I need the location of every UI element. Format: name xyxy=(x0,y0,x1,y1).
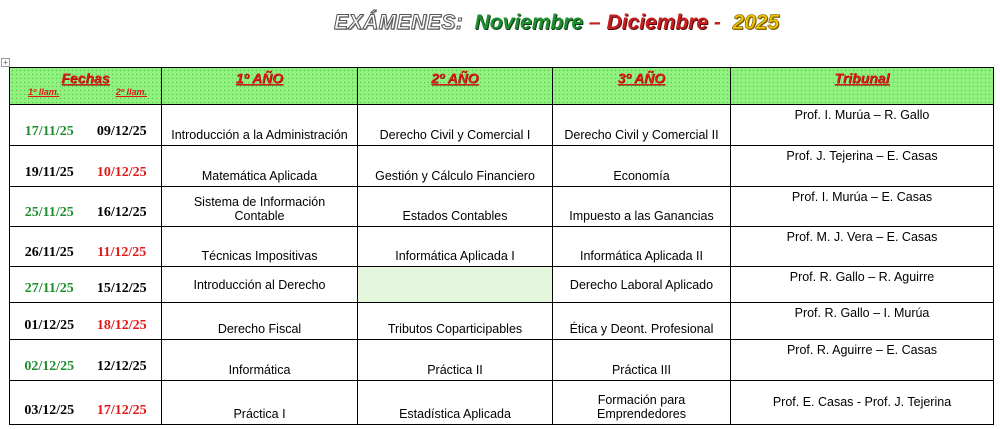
fecha-primer-llamado: 01/12/25 xyxy=(10,303,83,340)
materia-anio-2: Estados Contables xyxy=(358,186,553,226)
materia-anio-3: Formación para Emprendedores xyxy=(553,380,731,424)
title-noviembre: Noviembre xyxy=(474,11,584,34)
title-diciembre: Diciembre xyxy=(606,11,708,34)
materia-anio-3: Ética y Deont. Profesional xyxy=(553,303,731,340)
materia-anio-1: Matemática Aplicada xyxy=(162,146,358,186)
fecha-segundo-llamado: 18/12/25 xyxy=(83,303,162,340)
fecha-segundo-llamado: 09/12/25 xyxy=(83,105,162,146)
materia-anio-1: Derecho Fiscal xyxy=(162,303,358,340)
table-move-handle-icon[interactable]: + xyxy=(1,58,10,67)
materia-anio-3: Derecho Laboral Aplicado xyxy=(553,267,731,303)
tribunal-cell: Prof. R. Aguirre – E. Casas xyxy=(731,340,994,380)
table-header-row xyxy=(10,68,994,105)
table-row xyxy=(10,303,994,340)
header-anio-3: 3º AÑO xyxy=(553,68,731,105)
table-row xyxy=(10,146,994,186)
fecha-primer-llamado: 26/11/25 xyxy=(10,226,83,266)
title-colon: : xyxy=(455,11,463,34)
header-llamado-1: 1º llam. xyxy=(28,87,60,97)
page-title xyxy=(0,8,1000,40)
materia-anio-3: Derecho Civil y Comercial II xyxy=(553,105,731,146)
materia-anio-2: Estadística Aplicada xyxy=(358,380,553,424)
fecha-primer-llamado: 27/11/25 xyxy=(10,267,83,303)
fecha-segundo-llamado: 16/12/25 xyxy=(83,186,162,226)
materia-anio-1: Práctica I xyxy=(162,380,358,424)
fecha-primer-llamado: 02/12/25 xyxy=(10,340,83,380)
materia-anio-1: Técnicas Impositivas xyxy=(162,226,358,266)
materia-anio-2: Práctica II xyxy=(358,340,553,380)
title-dash-2: - xyxy=(713,11,721,34)
tribunal-cell: Prof. J. Tejerina – E. Casas xyxy=(731,146,994,186)
materia-anio-3: Impuesto a las Ganancias xyxy=(553,186,731,226)
tribunal-cell: Prof. R. Gallo – R. Aguirre xyxy=(731,267,994,303)
header-fechas-label: Fechas xyxy=(61,70,110,86)
tribunal-cell: Prof. E. Casas - Prof. J. Tejerina xyxy=(731,380,994,424)
materia-anio-2: Gestión y Cálculo Financiero xyxy=(358,146,553,186)
tribunal-cell: Prof. R. Gallo – I. Murúa xyxy=(731,303,994,340)
materia-anio-1: Introducción a la Administración xyxy=(162,105,358,146)
fecha-primer-llamado: 03/12/25 xyxy=(10,380,83,424)
title-dash: – xyxy=(588,11,601,34)
materia-anio-2 xyxy=(358,267,553,303)
header-llamado-2: 2º llam. xyxy=(115,87,147,97)
header-anio-1: 1º AÑO xyxy=(162,68,358,105)
table-row xyxy=(10,340,994,380)
fecha-primer-llamado: 25/11/25 xyxy=(10,186,83,226)
materia-anio-1: Introducción al Derecho xyxy=(162,267,358,303)
table-row xyxy=(10,105,994,146)
materia-anio-3: Economía xyxy=(553,146,731,186)
tribunal-cell: Prof. M. J. Vera – E. Casas xyxy=(731,226,994,266)
materia-anio-2: Derecho Civil y Comercial I xyxy=(358,105,553,146)
table-row xyxy=(10,380,994,424)
header-anio-2: 2º AÑO xyxy=(358,68,553,105)
materia-anio-2: Informática Aplicada I xyxy=(358,226,553,266)
fecha-segundo-llamado: 15/12/25 xyxy=(83,267,162,303)
title-year: 2025 xyxy=(732,11,780,34)
fecha-segundo-llamado: 17/12/25 xyxy=(83,380,162,424)
fecha-segundo-llamado: 10/12/25 xyxy=(83,146,162,186)
table-row xyxy=(10,226,994,266)
table-row xyxy=(10,186,994,226)
title-examenes: EXÁMENES xyxy=(334,11,456,34)
materia-anio-3: Informática Aplicada II xyxy=(553,226,731,266)
fecha-segundo-llamado: 12/12/25 xyxy=(83,340,162,380)
header-fechas xyxy=(10,68,162,105)
materia-anio-1: Sistema de Información Contable xyxy=(162,186,358,226)
materia-anio-1: Informática xyxy=(162,340,358,380)
fecha-primer-llamado: 17/11/25 xyxy=(10,105,83,146)
exam-schedule-table xyxy=(9,67,994,425)
tribunal-cell: Prof. I. Murúa – E. Casas xyxy=(731,186,994,226)
tribunal-cell: Prof. I. Murúa – R. Gallo xyxy=(731,105,994,146)
fecha-primer-llamado: 19/11/25 xyxy=(10,146,83,186)
table-row xyxy=(10,267,994,303)
materia-anio-2: Tributos Coparticipables xyxy=(358,303,553,340)
header-tribunal: Tribunal xyxy=(731,68,994,105)
materia-anio-3: Práctica III xyxy=(553,340,731,380)
fecha-segundo-llamado: 11/12/25 xyxy=(83,226,162,266)
